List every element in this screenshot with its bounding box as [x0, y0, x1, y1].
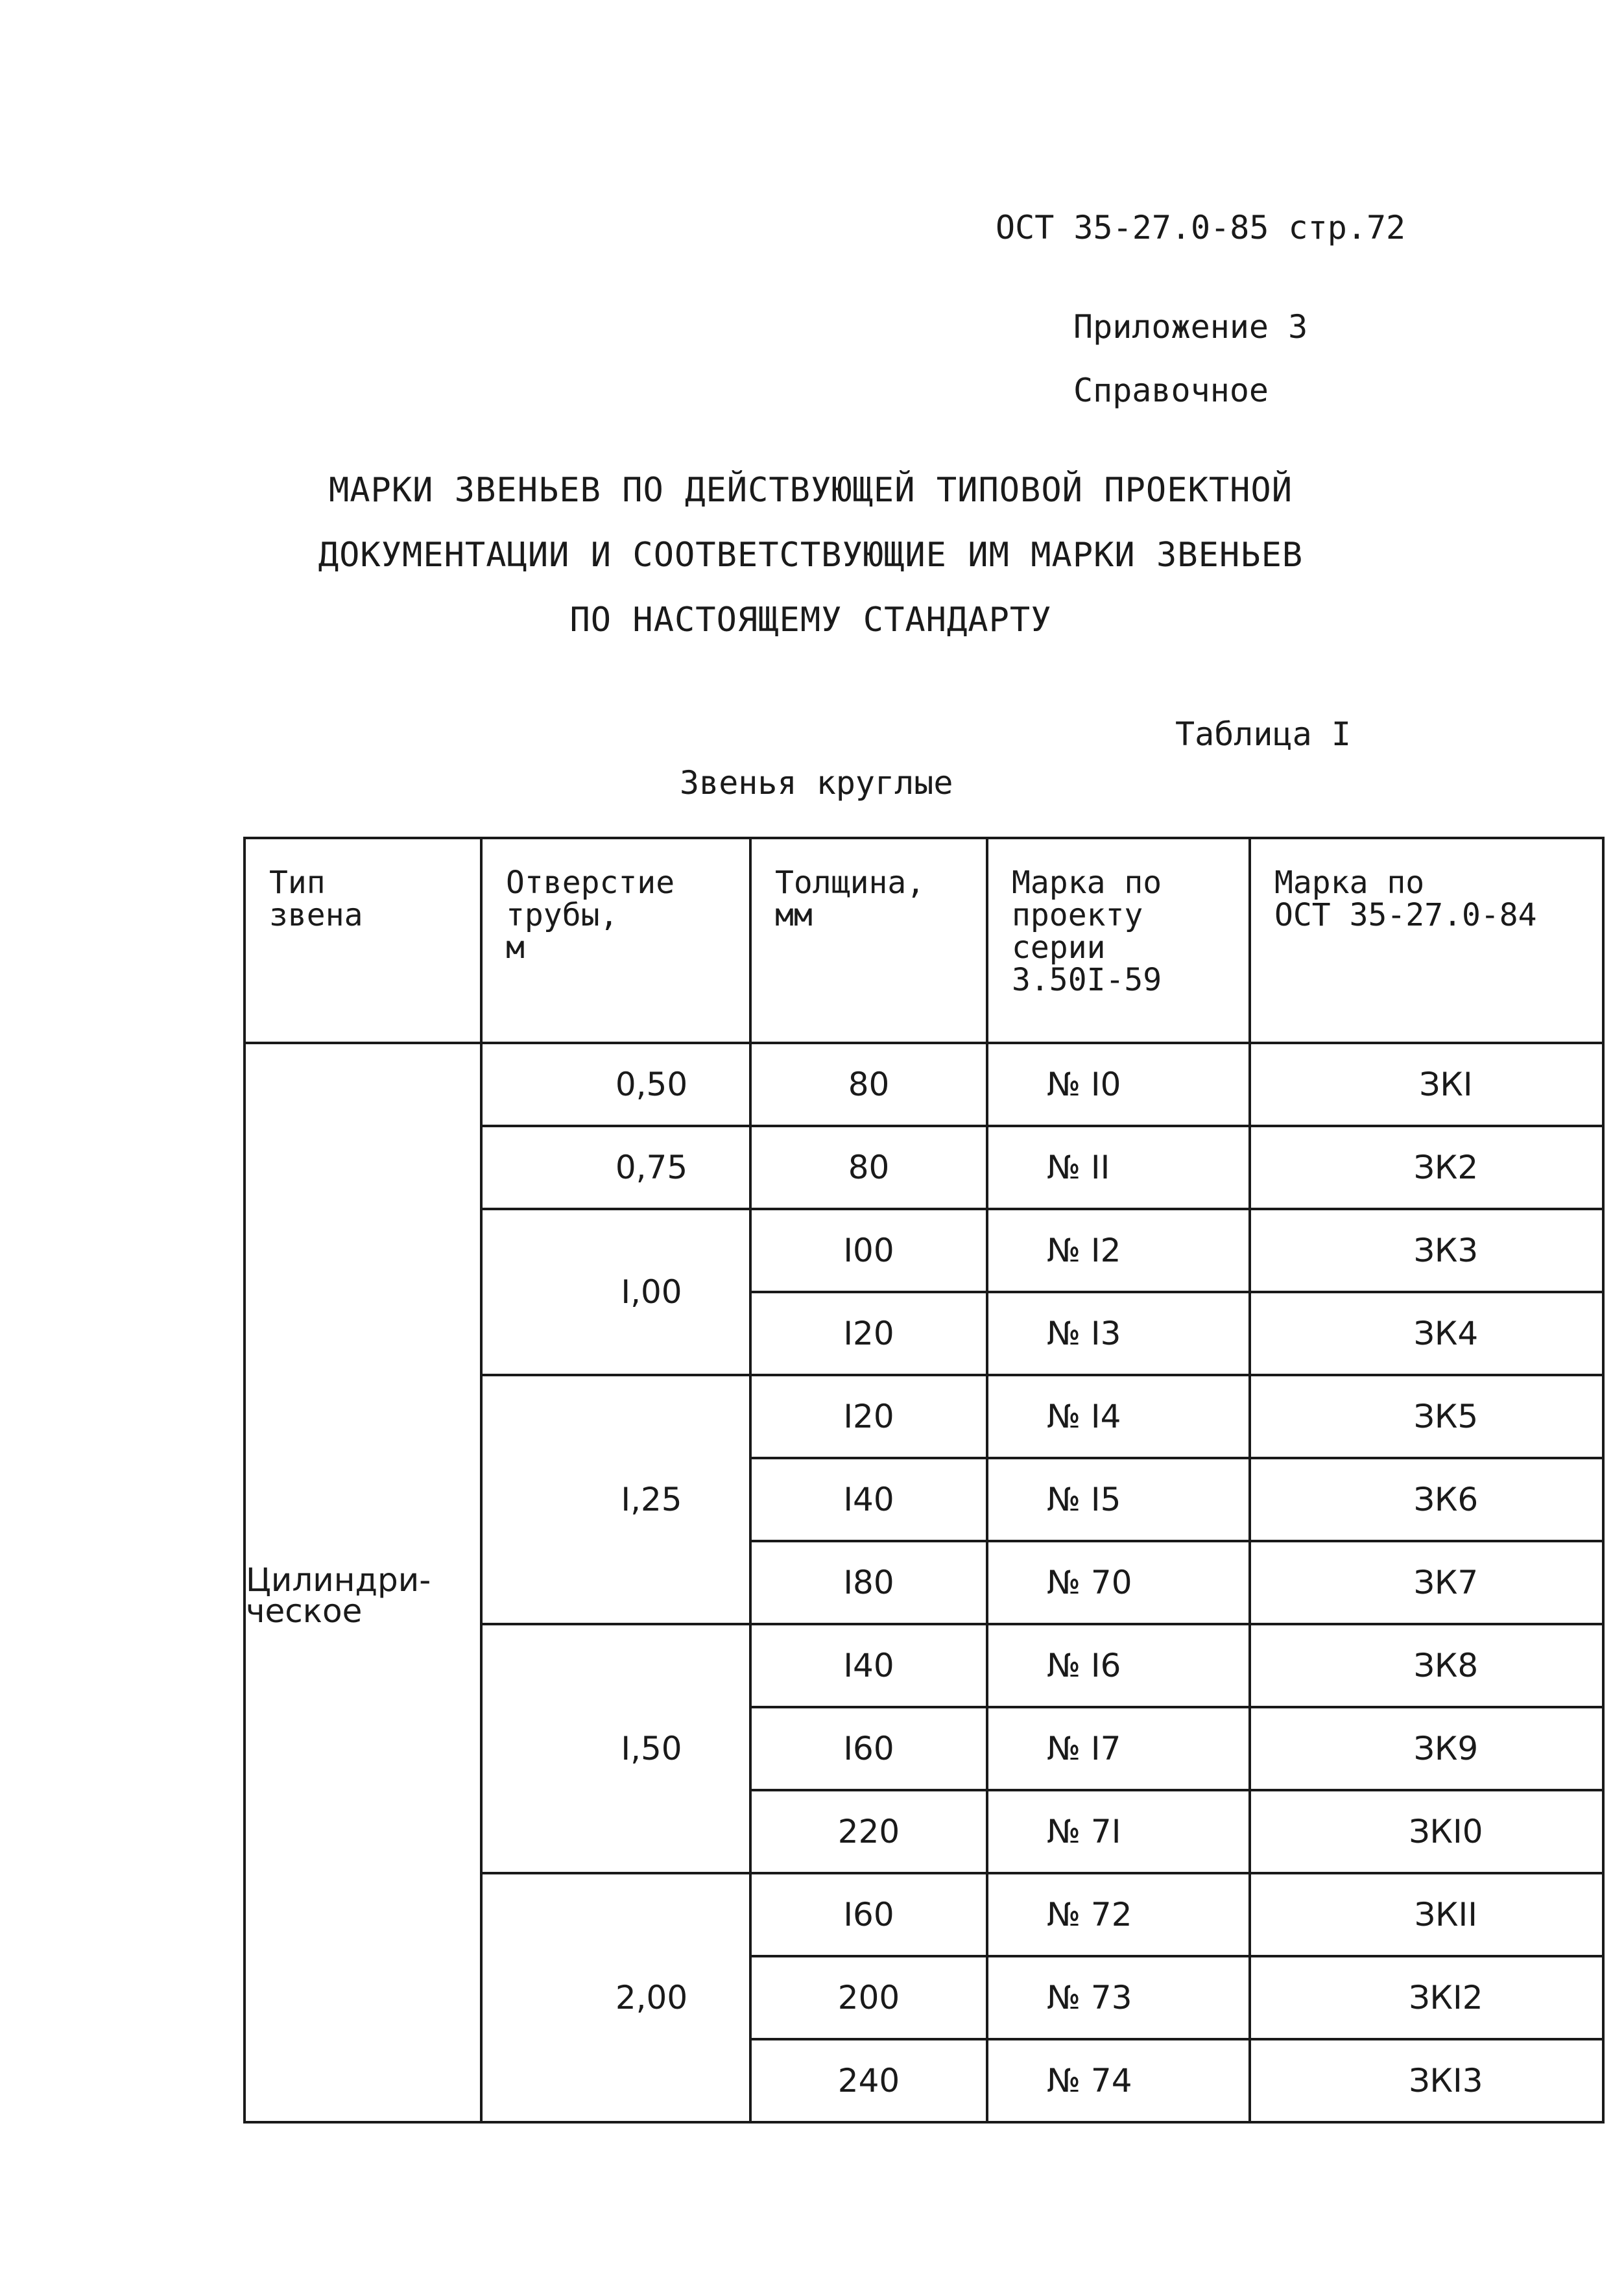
series-mark-cell: № I2	[987, 1209, 1250, 1292]
thickness-cell: I40	[750, 1624, 987, 1707]
appendix-status: Справочное	[1073, 372, 1269, 409]
table-row	[245, 1043, 1603, 1126]
opening-cell: 2,00	[481, 1873, 750, 2122]
column-header-type	[245, 838, 481, 1043]
document-title-line-2: ДОКУМЕНТАЦИИ И СООТВЕТСТВУЮЩИЕ ИМ МАРКИ ЗВЕНЬЕВ	[318, 536, 1304, 575]
column-header-thickness	[750, 838, 987, 1043]
thickness-cell: 80	[750, 1043, 987, 1126]
opening-cell: I,50	[481, 1624, 750, 1873]
column-header-thickness-text: Толщина, мм	[775, 865, 925, 933]
series-mark-cell: № I6	[987, 1624, 1250, 1707]
ost-mark-cell: ЗК6	[1250, 1458, 1603, 1541]
series-mark-cell: № 74	[987, 2039, 1250, 2122]
series-mark-cell: № 72	[987, 1873, 1250, 1956]
thickness-cell: 80	[750, 1126, 987, 1209]
column-header-series-mark	[987, 838, 1250, 1043]
thickness-cell: I40	[750, 1458, 987, 1541]
ost-mark-cell: ЗК8	[1250, 1624, 1603, 1707]
ost-mark-cell: ЗК4	[1250, 1292, 1603, 1375]
opening-cell: I,25	[481, 1375, 750, 1624]
thickness-cell: I60	[750, 1707, 987, 1790]
series-mark-cell: № 7I	[987, 1790, 1250, 1873]
opening-cell: 0,50	[481, 1043, 750, 1126]
ost-mark-cell: ЗКI2	[1250, 1956, 1603, 2039]
thickness-cell: I20	[750, 1375, 987, 1458]
ost-mark-cell: ЗКII	[1250, 1873, 1603, 1956]
thickness-cell: I00	[750, 1209, 987, 1292]
document-title-line-3: ПО НАСТОЯЩЕМУ СТАНДАРТУ	[569, 601, 1052, 640]
ost-mark-cell: ЗК9	[1250, 1707, 1603, 1790]
table-caption: Звенья круглые	[680, 764, 953, 802]
series-mark-cell: № I7	[987, 1707, 1250, 1790]
thickness-cell: 200	[750, 1956, 987, 2039]
links-table	[243, 837, 1605, 2123]
series-mark-cell: № I0	[987, 1043, 1250, 1126]
column-header-ost-mark-text: Марка по ОСТ 35-27.0-84	[1274, 865, 1537, 933]
column-header-opening	[481, 838, 750, 1043]
thickness-cell: 240	[750, 2039, 987, 2122]
series-mark-cell: № I3	[987, 1292, 1250, 1375]
thickness-cell: I60	[750, 1873, 987, 1956]
ost-mark-cell: ЗК5	[1250, 1375, 1603, 1458]
thickness-cell: 220	[750, 1790, 987, 1873]
ost-mark-cell: ЗК7	[1250, 1541, 1603, 1624]
ost-mark-cell: ЗК3	[1250, 1209, 1603, 1292]
thickness-cell: I80	[750, 1541, 987, 1624]
ost-mark-cell: ЗКI	[1250, 1043, 1603, 1126]
series-mark-cell: № I5	[987, 1458, 1250, 1541]
column-header-series-mark-text: Марка по проекту серии 3.50I-59	[1012, 865, 1162, 998]
link-type-cell	[245, 1043, 481, 2122]
ost-mark-cell: ЗК2	[1250, 1126, 1603, 1209]
ost-mark-cell: ЗКI3	[1250, 2039, 1603, 2122]
column-header-type-text: Тип звена	[269, 865, 363, 933]
series-mark-cell: № II	[987, 1126, 1250, 1209]
series-mark-cell: № 73	[987, 1956, 1250, 2039]
series-mark-cell: № I4	[987, 1375, 1250, 1458]
ost-mark-cell: ЗКI0	[1250, 1790, 1603, 1873]
thickness-cell: I20	[750, 1292, 987, 1375]
document-reference: ОСТ 35-27.0-85 стр.72	[996, 209, 1406, 246]
column-header-ost-mark	[1250, 838, 1603, 1043]
appendix-label: Приложение 3	[1073, 308, 1308, 346]
table-header-row	[245, 838, 1603, 1043]
table-label: Таблица I	[1175, 715, 1351, 753]
column-header-opening-text: Отверстие трубы, м	[506, 865, 675, 966]
series-mark-cell: № 70	[987, 1541, 1250, 1624]
opening-cell: I,00	[481, 1209, 750, 1375]
document-title-line-1: МАРКИ ЗВЕНЬЕВ ПО ДЕЙСТВУЮЩЕЙ ТИПОВОЙ ПРОЕКТНОЙ	[328, 471, 1293, 510]
link-type-text: Цилиндри- ческое	[246, 1561, 431, 1630]
opening-cell: 0,75	[481, 1126, 750, 1209]
